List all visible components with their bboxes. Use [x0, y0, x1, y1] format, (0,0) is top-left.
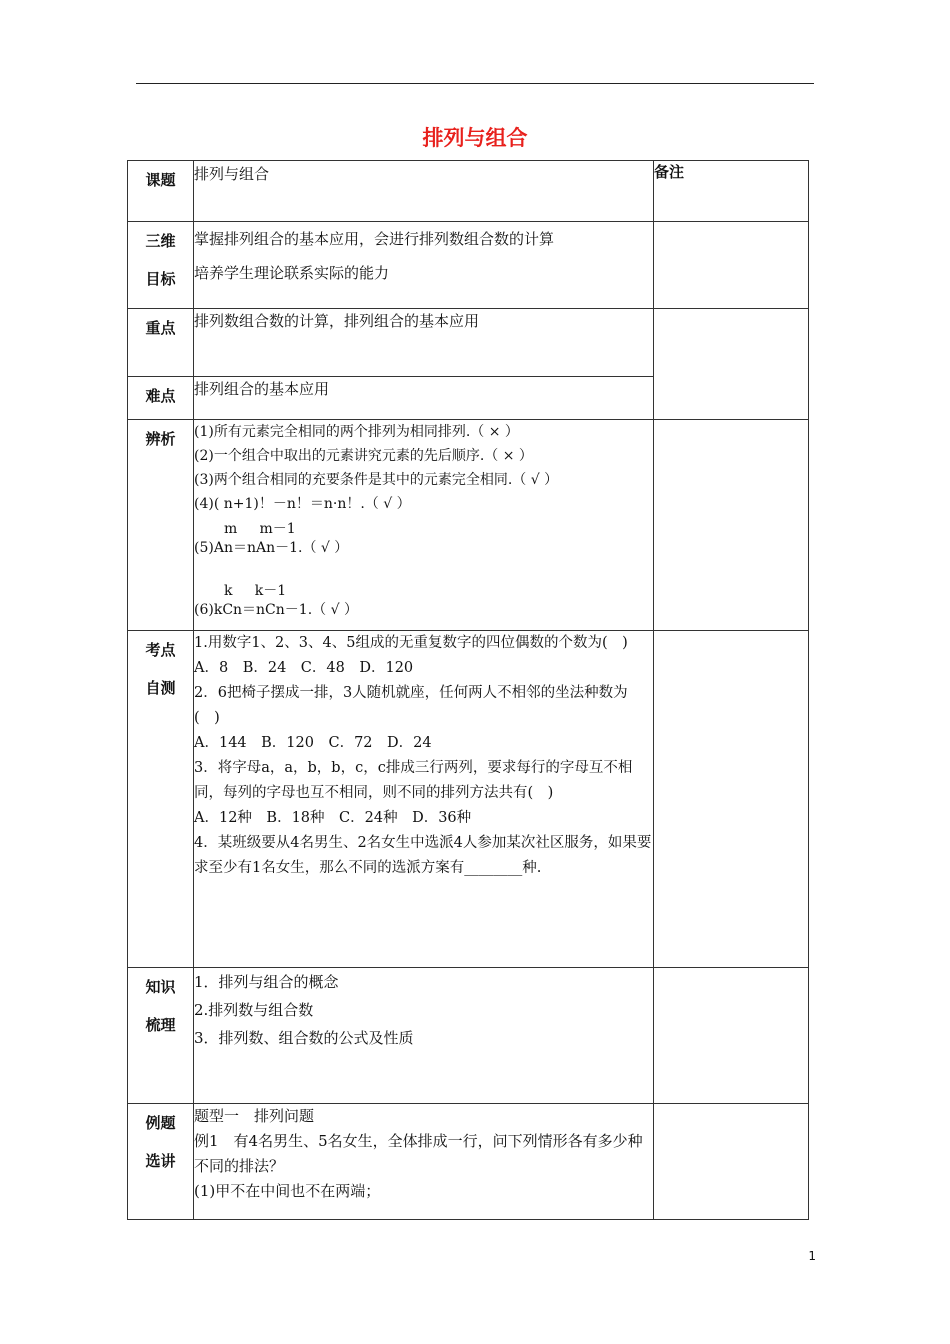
goal-line: 掌握排列组合的基本应用，会进行排列数组合数的计算: [194, 230, 555, 248]
label-key: 重点: [128, 309, 194, 377]
page-number: 1: [808, 1249, 816, 1263]
analysis-item: (1)所有元素完全相同的两个排列为相同排列.（ × ）: [194, 424, 519, 440]
label-goals: [128, 222, 194, 309]
label-analysis: 辨析: [128, 420, 194, 631]
analysis-item-6: (6)kCn＝nCn－1.（ √ ）: [194, 602, 358, 618]
key-content: [194, 309, 654, 377]
knowledge-item: 2.排列数与组合数: [194, 1001, 314, 1019]
row-test: [128, 631, 809, 968]
test-options: A．144 B．120 C．72 D．24: [194, 735, 432, 751]
topic-content: [194, 161, 654, 222]
example-problem: 例1 有4名男生、5名女生，全体排成一行，问下列情形各有多少种不同的排法？: [194, 1132, 643, 1175]
label-test: [128, 631, 194, 968]
row-examples: [128, 1104, 809, 1220]
analysis-content: [194, 420, 654, 631]
note-header-cell: [654, 161, 809, 222]
lesson-plan-table: [127, 160, 809, 1220]
test-content: [194, 631, 654, 968]
row-goals: [128, 222, 809, 309]
difficult-text: 排列组合的基本应用: [194, 380, 330, 398]
note-cell: [654, 420, 809, 631]
test-question: 2．6把椅子摆成一排，3人随机就座，任何两人不相邻的坐法种数为( ): [194, 685, 628, 726]
analysis-item-5: (5)An＝nAn－1.（ √ ）: [194, 540, 349, 556]
label-examples-line2: 选讲: [145, 1152, 176, 1170]
row-topic: [128, 161, 809, 222]
row-analysis: [128, 420, 809, 631]
label-examples-line1: 例题: [145, 1114, 176, 1132]
label-topic: 课题: [128, 161, 194, 222]
note-cell: [654, 222, 809, 309]
analysis-item-5-superscript: m m－1: [224, 521, 296, 537]
note-cell: [654, 631, 809, 968]
difficult-content: [194, 377, 654, 420]
topic-text: 排列与组合: [194, 165, 270, 183]
page-title: 排列与组合: [422, 126, 528, 150]
example-subquestion: (1)甲不在中间也不在两端；: [194, 1182, 381, 1200]
spacer: [194, 560, 653, 578]
analysis-item-6-superscript: k k－1: [224, 583, 287, 599]
test-question: 1.用数字1、2、3、4、5组成的无重复数字的四位偶数的个数为( ): [194, 635, 628, 651]
label-knowledge-line2: 梳理: [145, 1016, 176, 1034]
label-test-line1: 考点: [145, 641, 176, 659]
label-knowledge-line1: 知识: [145, 978, 176, 996]
test-question: 3．将字母a，a，b，b，c，c排成三行两列，要求每行的字母互不相同，每列的字母也互不相同，则不同的排列方法共有( ): [194, 760, 633, 801]
note-cell: [654, 968, 809, 1104]
analysis-item: (2)一个组合中取出的元素讲究元素的先后顺序.（ × ）: [194, 448, 533, 464]
note-cell: [654, 309, 809, 420]
label-examples: [128, 1104, 194, 1220]
label-goals-line1: 三维: [145, 232, 176, 250]
knowledge-item: 3．排列数、组合数的公式及性质: [194, 1029, 414, 1047]
test-options: A．12种 B．18种 C．24种 D．36种: [194, 810, 472, 826]
label-knowledge: [128, 968, 194, 1104]
knowledge-item: 1．排列与组合的概念: [194, 973, 339, 991]
label-goals-line2: 目标: [145, 270, 176, 288]
test-question: 4．某班级要从4名男生、2名女生中选派4人参加某次社区服务，如果要求至少有1名女生，那么不同的选派方案有________种.: [194, 835, 652, 876]
note-cell: [654, 1104, 809, 1220]
analysis-item: (4)( n+1)！－n！＝n·n！.（ √ ）: [194, 496, 411, 512]
key-text: 排列数组合数的计算，排列组合的基本应用: [194, 312, 480, 330]
example-heading: 题型一 排列问题: [194, 1107, 315, 1125]
header-rule: [136, 83, 814, 84]
knowledge-content: [194, 968, 654, 1104]
label-test-line2: 自测: [145, 679, 176, 697]
test-options: A．8 B．24 C．48 D．120: [194, 660, 414, 676]
examples-content: [194, 1104, 654, 1220]
row-key: [128, 309, 809, 377]
goal-line: 培养学生理论联系实际的能力: [194, 264, 390, 282]
row-knowledge: [128, 968, 809, 1104]
label-difficult: 难点: [128, 377, 194, 420]
goals-content: [194, 222, 654, 309]
analysis-item: (3)两个组合相同的充要条件是其中的元素完全相同.（ √ ）: [194, 472, 559, 488]
note-header: 备注: [654, 163, 685, 181]
